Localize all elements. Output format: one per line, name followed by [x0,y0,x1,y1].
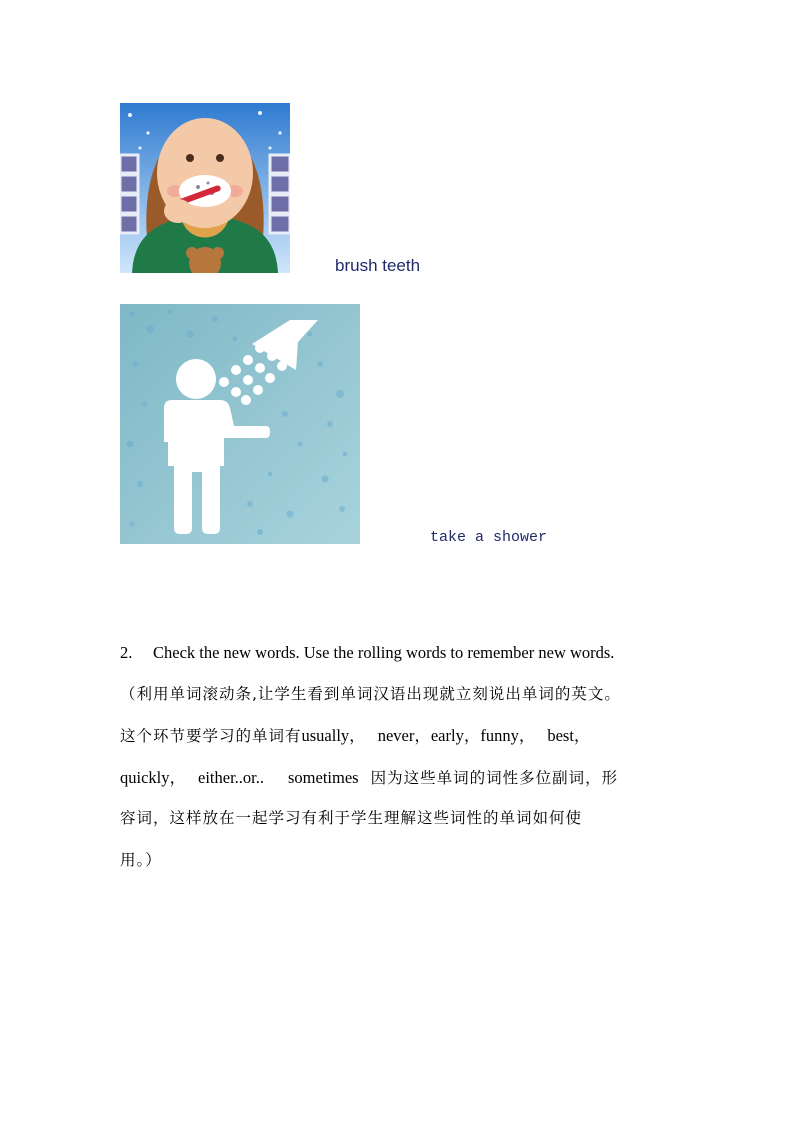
section-line-5: 用。） [120,850,162,869]
section-2 [120,632,690,881]
section-line-4: 容词，这样放在一起学习有利于学生理解这些词性的单词如何使 [120,809,583,827]
section-heading [120,632,690,674]
section-number: 2. [120,643,133,662]
word-funny: funny， [480,726,536,745]
word-never: never， [377,726,431,745]
brush-teeth-caption: brush teeth [335,256,421,275]
section-line-2: 这个环节要学习的单词有usually， never，early，funny， best， [120,726,591,745]
word-either-or: either..or.. [198,767,264,787]
word-sometimes: sometimes [287,767,359,787]
take-a-shower-caption: take a shower [430,529,548,546]
brush-teeth-illustration [120,103,290,273]
word-usually: usually， [301,726,366,745]
word-best: best， [547,726,591,745]
section-line-1: （利用单词滚动条,让学生看到单词汉语出现就立刻说出单词的英文。 [120,684,621,703]
word-quickly: quickly， [120,767,186,787]
section-heading-text: Check the new words. Use the rolling words to remember new words. [153,643,615,662]
word-early: early， [430,726,481,745]
take-a-shower-illustration [120,304,360,544]
section-line-3: quickly， either..or.. sometimes 因为这些单词的词性多位副词，形 [120,767,619,787]
